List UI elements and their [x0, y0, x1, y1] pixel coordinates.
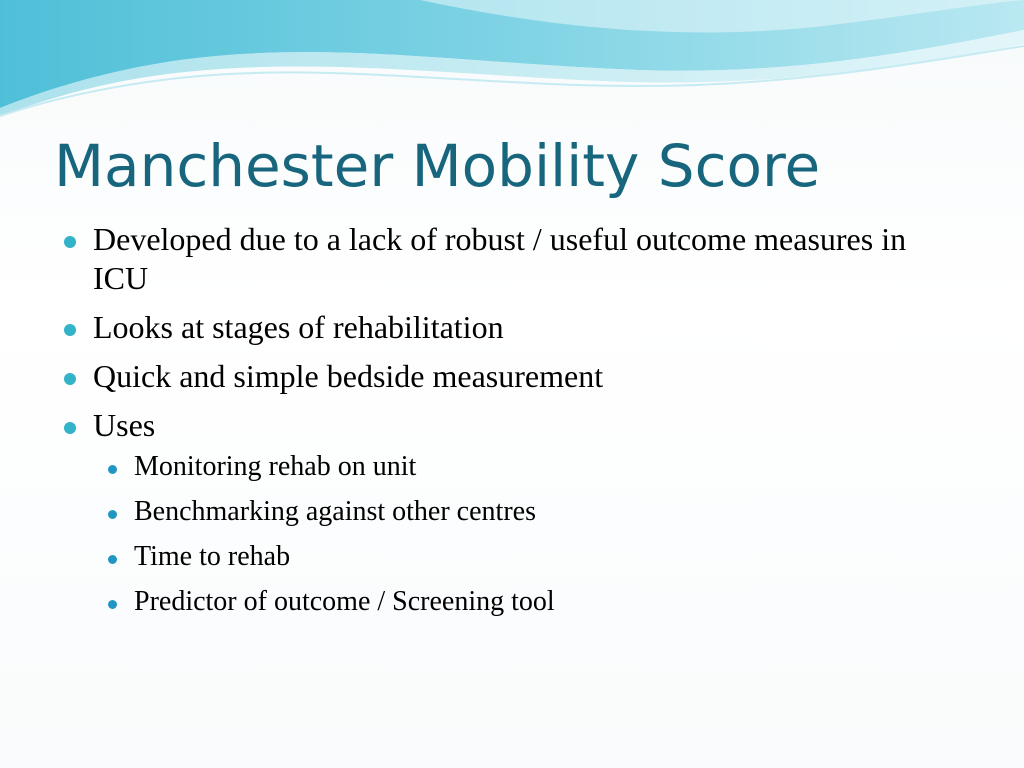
sub-bullet-item [64, 585, 935, 619]
sub-bullet-item [64, 540, 935, 574]
sub-bullet-dot-icon [108, 465, 117, 474]
bullet-text: Quick and simple bedside measurement [93, 358, 604, 394]
header-wave-decoration [0, 0, 1024, 130]
sub-bullet-dot-icon [108, 510, 117, 519]
bullet-dot-icon [64, 236, 76, 248]
bullet-dot-icon [64, 422, 76, 434]
bullet-item [64, 357, 964, 396]
bullet-dot-icon [64, 373, 76, 385]
sub-bullet-list [64, 450, 935, 619]
slide-title: Manchester Mobility Score [54, 132, 821, 200]
sub-bullet-text: Predictor of outcome / Screening tool [134, 586, 555, 617]
bullet-item-uses [64, 406, 964, 619]
sub-bullet-text: Time to rehab [134, 541, 291, 572]
bullet-item [64, 308, 964, 347]
bullet-text: Looks at stages of rehabilitation [93, 309, 504, 345]
bullet-text: Uses [93, 407, 156, 443]
bullet-text: Developed due to a lack of robust / useful outcome measures in ICU [93, 221, 907, 296]
sub-bullet-item [64, 450, 935, 484]
sub-bullet-dot-icon [108, 555, 117, 564]
sub-bullet-text: Monitoring rehab on unit [134, 451, 417, 482]
sub-bullet-item [64, 495, 935, 529]
bullet-dot-icon [64, 324, 76, 336]
bullet-list [64, 220, 964, 630]
sub-bullet-text: Benchmarking against other centres [134, 496, 536, 527]
sub-bullet-dot-icon [108, 600, 117, 609]
bullet-item [64, 220, 964, 298]
